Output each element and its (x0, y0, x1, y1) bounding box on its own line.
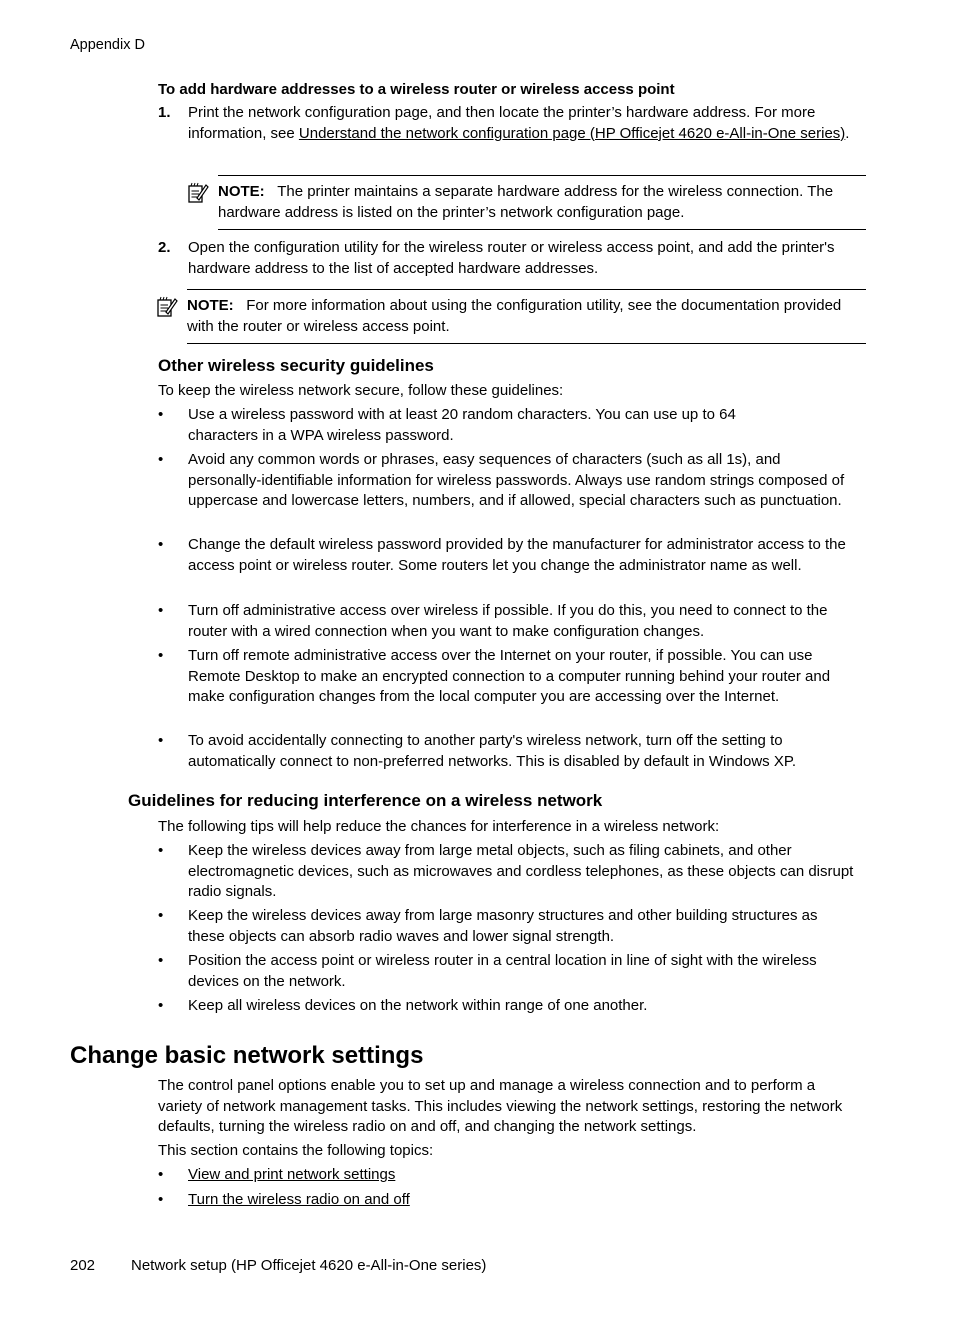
security-item-6: To avoid accidentally connecting to another party's wireless network, turn off the setting to automatically connect to non-preferred networks. This is disabled by default in Windows XP. (188, 732, 797, 770)
interference-intro: The following tips will help reduce the chances for interference in a wireless network: (158, 818, 720, 835)
note-2: NOTE: For more information about using the configuration utility, see the documentation provided with the router or wireless access point. (187, 297, 842, 335)
bullet: • (158, 406, 164, 423)
security-item-1: Use a wireless password with at least 20 random characters. You can use up to 64 characters in a WPA wireless password. (188, 406, 736, 444)
security-intro: To keep the wireless network secure, follow these guidelines: (158, 382, 564, 399)
step-number-1: 1. (158, 104, 171, 121)
step-number-2: 2. (158, 239, 171, 256)
interference-item-4: Keep all wireless devices on the network within range of one another. (188, 997, 648, 1014)
bullet: • (158, 842, 164, 859)
bullet: • (158, 451, 164, 468)
topics-intro: This section contains the following topics: (158, 1142, 434, 1159)
section-title: Change basic network settings (70, 1042, 424, 1069)
note-2-bottom-rule (187, 343, 866, 344)
topic-link-wireless-radio[interactable]: Turn the wireless radio on and off (188, 1191, 410, 1208)
interference-item-1: Keep the wireless devices away from large metal objects, such as filing cabinets, and other electromagnetic devices, such as microwaves and cordless telephones, as these objects can disrupt radio signals. (188, 842, 854, 900)
change-paragraph: The control panel options enable you to set up and manage a wireless connection and to perform a variety of network management tasks. This includes viewing the network settings, restoring the network defaults, turning the wireless radio on and off, and changing the network settings. (158, 1077, 843, 1135)
interference-heading: Guidelines for reducing interference on a wireless network (128, 791, 603, 810)
bullet: • (158, 997, 164, 1014)
security-item-3: Change the default wireless password provided by the manufacturer for administrator access to the access point or wireless router. Some routers let you change the administrator name as well. (188, 536, 846, 574)
note-label: NOTE: (187, 297, 234, 314)
security-heading: Other wireless security guidelines (158, 356, 434, 375)
security-item-2: Avoid any common words or phrases, easy sequences of characters (such as all 1s), and personally-identifiable information for wireless passwords. Always use random strings composed of uppercase and lowercase letters, numbers, and if allowed, special characters such as punctuation. (188, 451, 845, 509)
bullet: • (158, 732, 164, 749)
procedure-heading: To add hardware addresses to a wireless router or wireless access point (158, 81, 675, 98)
note-1-bottom-rule (218, 229, 866, 230)
note-icon (156, 296, 178, 323)
bullet: • (158, 1166, 164, 1183)
note-label: NOTE: (218, 183, 265, 200)
topic-link-view-print[interactable]: View and print network settings (188, 1166, 396, 1183)
interference-item-2: Keep the wireless devices away from large masonry structures and other building structures as these objects can absorb radio waves and lower signal strength. (188, 907, 818, 945)
step-1-text: Print the network configuration page, and then locate the printer’s hardware address. For more information, see Understand the network configuration page (HP Officejet 4620 e-All-in-One series). (188, 104, 850, 142)
note-1-top-rule (218, 175, 866, 176)
security-item-5: Turn off remote administrative access over the Internet on your router, if possible. You can use Remote Desktop to make an encrypted connection to a computer running behind your router and make configuration changes from the local computer you are accessing over the Internet. (188, 647, 831, 705)
note-2-top-rule (187, 289, 866, 290)
bullet: • (158, 536, 164, 553)
interference-item-3: Position the access point or wireless router in a central location in line of sight with the wireless devices on the network. (188, 952, 817, 990)
bullet: • (158, 647, 164, 664)
note-icon (187, 182, 209, 209)
security-item-4: Turn off administrative access over wireless if possible. If you do this, you need to connect to the router with a wired connection when you want to make configuration changes. (188, 602, 828, 640)
bullet: • (158, 602, 164, 619)
network-config-page-link[interactable]: Understand the network configuration page (HP Officejet 4620 e-All-in-One series) (298, 124, 846, 142)
step-2-text: Open the configuration utility for the wireless router or wireless access point, and add the printer's hardware address to the list of accepted hardware addresses. (188, 239, 835, 277)
bullet: • (158, 1191, 164, 1208)
note-1: NOTE: The printer maintains a separate hardware address for the wireless connection. The hardware address is listed on the printer’s network configuration page. (218, 183, 834, 221)
running-head: Appendix D (70, 37, 145, 53)
bullet: • (158, 952, 164, 969)
page-number: 202 (70, 1257, 96, 1274)
bullet: • (158, 907, 164, 924)
footer-title: Network setup (HP Officejet 4620 e-All-in-One series) (131, 1257, 487, 1274)
